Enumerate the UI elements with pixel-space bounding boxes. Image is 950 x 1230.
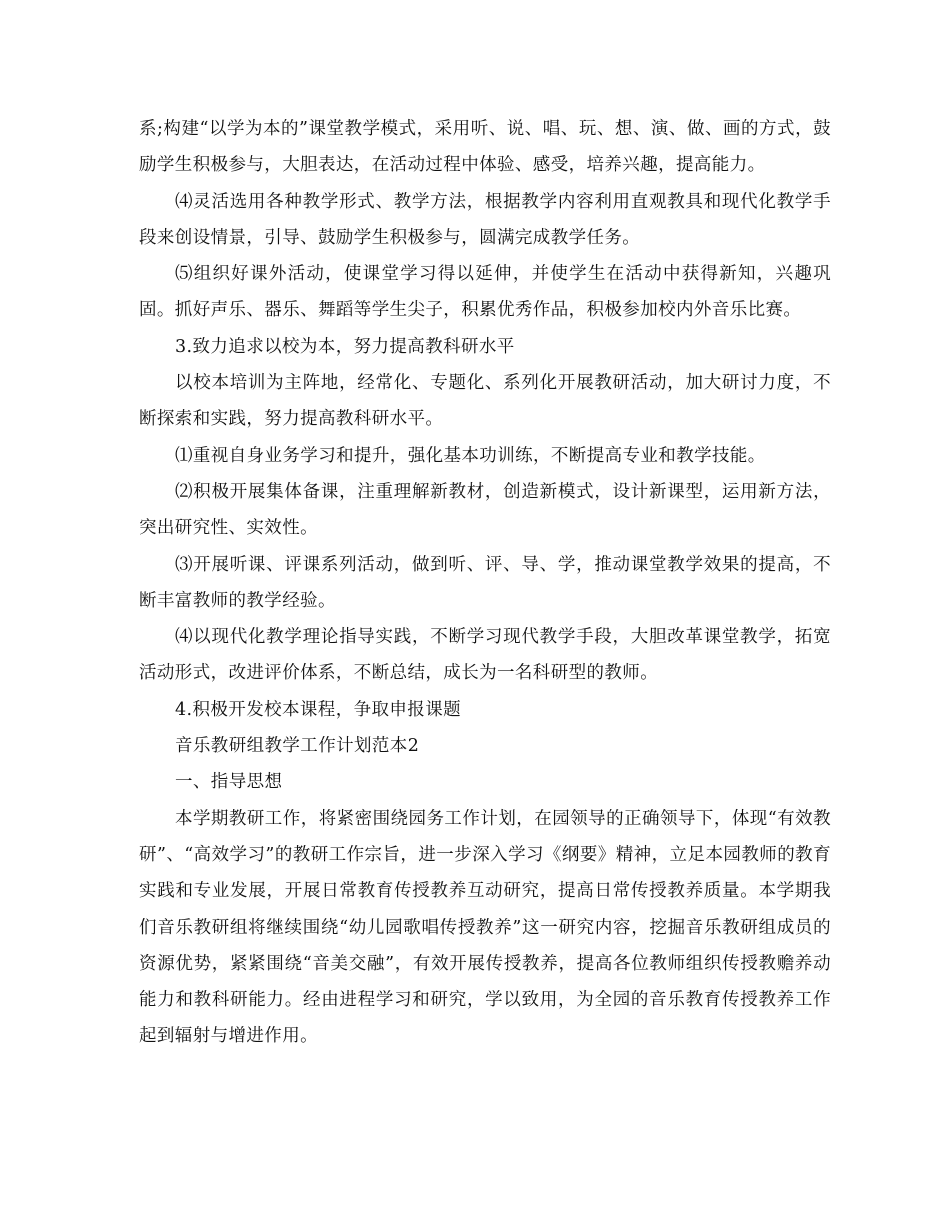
paragraph-subitem-4: ⑷以现代化教学理论指导实践，不断学习现代教学手段，大胆改革课堂教学，拓宽活动形式，改进评价体系，不断总结，成长为一名科研型的教师。 bbox=[139, 627, 831, 684]
paragraph-subitem-1: ⑴重视自身业务学习和提升，强化基本功训练，不断提高专业和教学技能。 bbox=[175, 445, 766, 466]
heading-guiding-thought: 一、指导思想 bbox=[175, 772, 283, 793]
paragraph-guiding-thought-body: 本学期教研工作，将紧密围绕园务工作计划，在园领导的正确领导下，体现“有效教研”、“高效学习”的教研工作宗旨，进一步深入学习《纲要》精神，立足本园教师的教育实践和专业发展，开展日常教育传授教养互动研究，提高日常传授教养质量。本学期我们音乐教研组将继续围绕“幼儿园歌唱传授教养”这一研究内容，挖掘音乐教研组成员的资源优势，紧紧围绕“音美交融”，有效开展传授教养，提高各位教师组织传授教赡养动能力和教科研能力。经由进程学习和研究，学以致用，为全园的音乐教育传授教养工作起到辐射与增进作用。 bbox=[139, 808, 831, 1047]
paragraph-subitem-2: ⑵积极开展集体备课，注重理解新教材，创造新模式，设计新课型，运用新方法，突出研究性、实效性。 bbox=[139, 481, 831, 539]
document-page bbox=[139, 111, 831, 1055]
paragraph-section-3-intro: 以校本培训为主阵地，经常化、专题化、系列化开展教研活动，加大研讨力度，不断探索和实践，努力提高教科研水平。 bbox=[139, 373, 831, 430]
paragraph-item-4: ⑷灵活选用各种教学形式、教学方法，根据教学内容利用直观教具和现代化教学手段来创设情景，引导、鼓励学生积极参与，圆满完成教学任务。 bbox=[139, 191, 831, 248]
paragraph-continuation: 系;构建“以学为本的”课堂教学模式，采用听、说、唱、玩、想、演、做、画的方式，鼓励学生积极参与，大胆表达，在活动过程中体验、感受，培养兴趣，提高能力。 bbox=[139, 119, 831, 176]
section-heading-4: 4.积极开发校本课程，争取申报课题 bbox=[175, 699, 461, 720]
section-heading-3: 3.致力追求以校为本，努力提高教科研水平 bbox=[175, 336, 515, 357]
paragraph-subitem-3: ⑶开展听课、评课系列活动，做到听、评、导、学，推动课堂教学效果的提高，不断丰富教师的教学经验。 bbox=[139, 554, 831, 611]
document-title-2: 音乐教研组教学工作计划范本2 bbox=[175, 736, 420, 757]
paragraph-item-5: ⑸组织好课外活动，使课堂学习得以延伸，并使学生在活动中获得新知，兴趣巩固。抓好声乐、器乐、舞蹈等学生尖子，积累优秀作品，积极参加校内外音乐比赛。 bbox=[139, 264, 831, 321]
